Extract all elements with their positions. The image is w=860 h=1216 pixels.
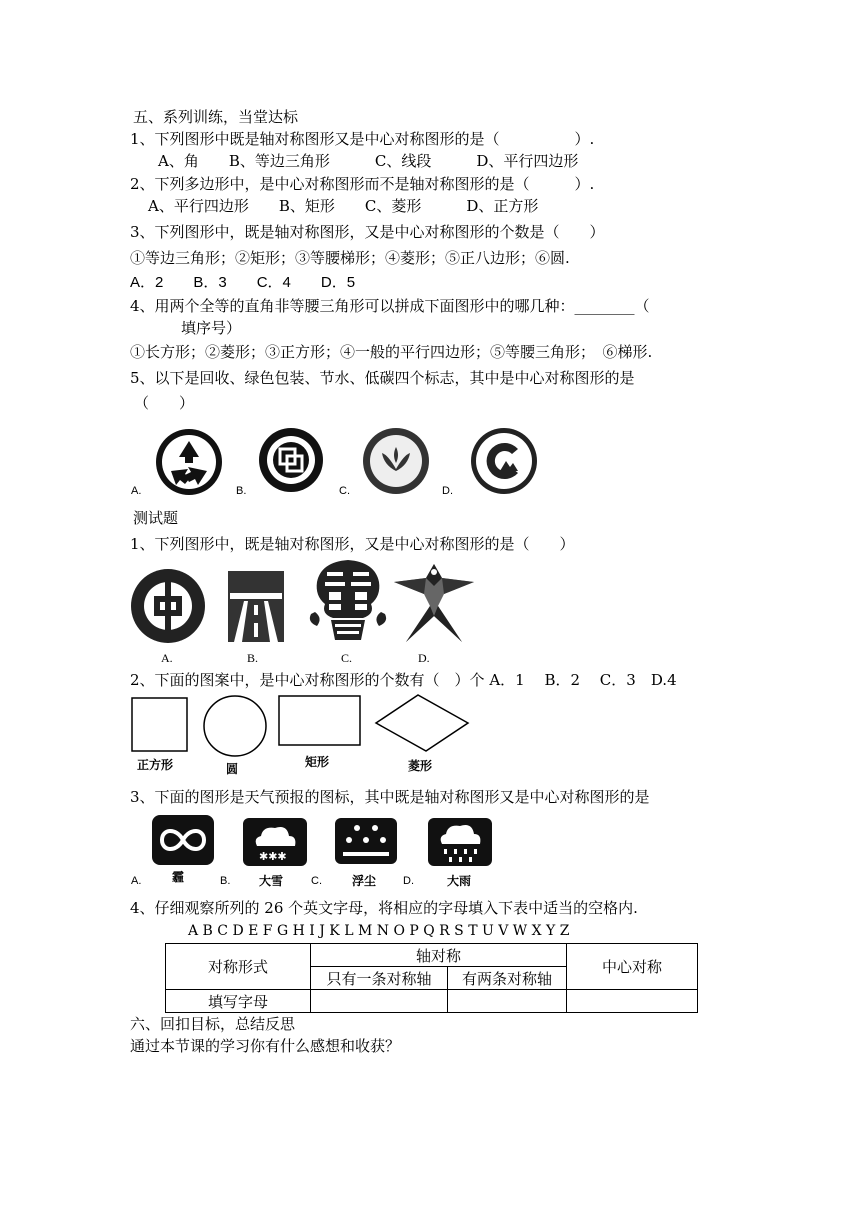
heavy-snow-icon: [243, 818, 307, 866]
section-5-title: 五、系列训练，当堂达标: [133, 108, 299, 126]
s5-q1-stem: 1、下列图形中既是轴对称图形又是中心对称图形的是（ ）.: [130, 130, 595, 148]
s5-q4-stem-cont: 填序号）: [181, 319, 242, 337]
s5-q2-stem: 2、下列多边形中，是中心对称图形而不是轴对称图形的是（ ）.: [130, 175, 595, 193]
section-6-title: 六、回扣目标，总结反思: [130, 1015, 296, 1033]
heavy-rain-icon: [428, 818, 492, 866]
s5-q3-items: ①等边三角形；②矩形；③等腰梯形；④菱形；⑤正八边形；⑥圆.: [130, 249, 570, 267]
test-q1-label-d: D.: [418, 651, 430, 665]
double-happiness-papercut: [305, 556, 391, 644]
recycle-logo: [154, 427, 224, 497]
s5-q5-label-b: B.: [236, 485, 247, 497]
answer-cell-one-axis[interactable]: [311, 990, 448, 1013]
test-q1-label-c: C.: [341, 651, 353, 665]
s5-q5-label-c: C.: [339, 485, 350, 497]
icon-label-heavy-snow: 大雪: [259, 874, 284, 888]
table-header-one-axis: 只有一条对称轴: [311, 967, 448, 990]
test-q3-label-c: C.: [311, 875, 322, 887]
shape-label-rectangle: 矩形: [305, 755, 330, 769]
answer-cell-central[interactable]: [567, 990, 698, 1013]
test-q1-stem: 1、下列图形中，既是轴对称图形，又是中心对称图形的是（ ）: [130, 535, 575, 553]
test-q3-stem: 3、下面的图形是天气预报的图标，其中既是轴对称图形又是中心对称图形的是: [130, 788, 650, 806]
shape-label-rhombus: 菱形: [408, 759, 433, 773]
icon-label-floating-dust: 浮尘: [352, 874, 377, 888]
test-title: 测试题: [133, 509, 179, 527]
shape-label-square: 正方形: [137, 758, 174, 772]
svg-text:✱✱✱: ✱✱✱: [259, 850, 287, 863]
floating-dust-icon: [335, 818, 397, 864]
bank-logo: [130, 568, 206, 644]
icon-label-haze: 霾: [172, 870, 185, 884]
s5-q3-stem: 3、下列图形中，既是轴对称图形，又是中心对称图形的个数是（ ）: [130, 223, 605, 241]
s5-q5-stem: 5、以下是回收、绿色包装、节水、低碳四个标志，其中是中心对称图形的是: [130, 369, 635, 387]
square-shape: [131, 697, 189, 753]
test-q2-stem: 2、下面的图案中，是中心对称图形的个数有（ ）个 A．1 B．2 C．3 D.4: [130, 671, 677, 689]
rhombus-shape: [374, 693, 470, 753]
s5-q1-options: A、角 B、等边三角形 C、线段 D、平行四边形: [158, 152, 579, 170]
s5-q3-options: A．2 B．3 C．4 D．5: [130, 274, 356, 291]
test-q1-label-a: A.: [161, 651, 173, 665]
s5-q4-stem: 4、用两个全等的直角非等腰三角形可以拼成下面图形中的哪几种：________（: [130, 297, 650, 315]
rectangle-shape: [278, 695, 362, 747]
swallow-kite: [392, 556, 476, 646]
circle-shape: [202, 694, 268, 758]
test-q3-label-a: A.: [131, 875, 142, 887]
test-q4-stem: 4、仔细观察所列的 26 个英文字母，将相应的字母填入下表中适当的空格内.: [130, 899, 638, 917]
table-header-central: 中心对称: [567, 944, 698, 990]
table-header-axis: 轴对称: [311, 944, 567, 967]
s5-q5-label-a: A.: [131, 485, 142, 497]
symmetry-table: [165, 943, 698, 1013]
water-saving-logo: [362, 427, 430, 495]
low-carbon-logo: [470, 427, 538, 495]
alphabet-letters: A B C D E F G H I J K L M N O P Q R S T U V W X Y Z: [188, 923, 570, 939]
test-q3-label-d: D.: [403, 875, 414, 887]
test-q3-label-b: B.: [220, 875, 231, 887]
table-header-form: 对称形式: [166, 944, 311, 990]
icon-label-heavy-rain: 大雨: [447, 874, 472, 888]
highway-sign: [228, 571, 284, 642]
haze-icon: [152, 815, 214, 865]
s5-q5-label-d: D.: [442, 485, 453, 497]
s5-q4-items: ①长方形；②菱形；③正方形；④一般的平行四边形；⑤等腰三角形； ⑥梯形.: [130, 343, 653, 361]
table-header-two-axes: 有两条对称轴: [448, 967, 567, 990]
table-row-fill-label: 填写字母: [166, 990, 311, 1013]
shape-label-circle: 圆: [226, 762, 239, 776]
s5-q5-blank: （ ）: [134, 394, 195, 412]
s5-q2-options: A、平行四边形 B、矩形 C、菱形 D、正方形: [148, 197, 539, 215]
green-packaging-logo: [258, 427, 324, 493]
reflection-prompt: 通过本节课的学习你有什么感想和收获？: [130, 1037, 401, 1055]
answer-cell-two-axes[interactable]: [448, 990, 567, 1013]
test-q1-label-b: B.: [247, 651, 259, 665]
